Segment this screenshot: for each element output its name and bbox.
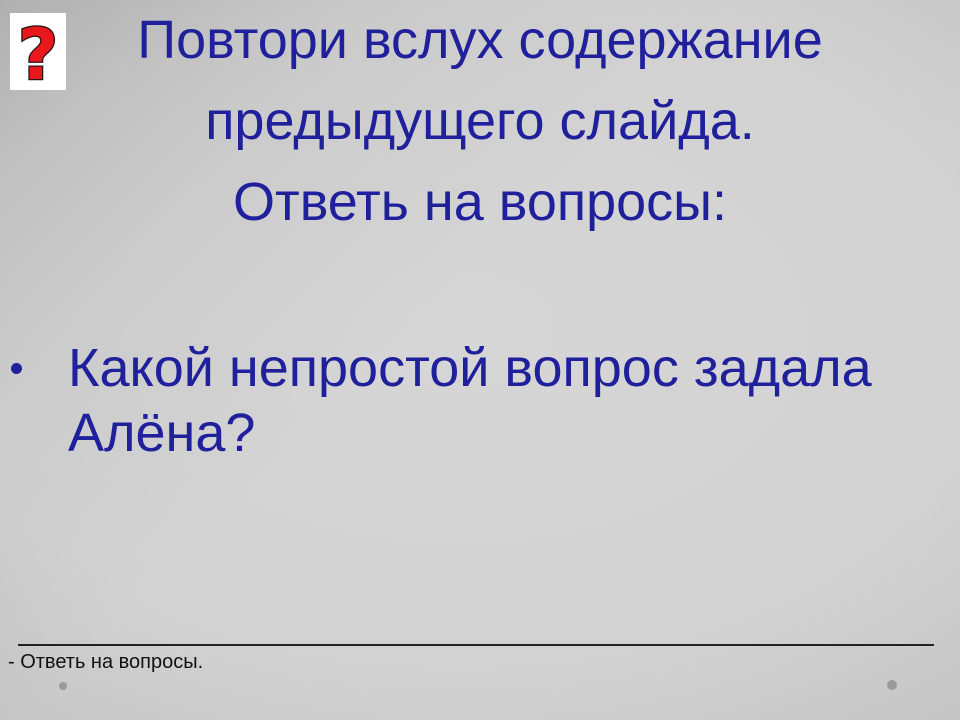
bullet-item (8, 336, 920, 466)
footer-divider (18, 644, 934, 646)
slide-title (0, 0, 960, 243)
title-line-3: Ответь на вопросы: (232, 172, 727, 232)
bullet-icon (11, 363, 22, 374)
question-mark-glyph: ? (17, 14, 59, 90)
title-line-1: Повтори вслух содержание (137, 10, 823, 70)
footer-dot-right (887, 680, 897, 690)
bullet-text: Какой непростой вопрос задала Алёна? (68, 338, 872, 463)
title-line-2: предыдущего слайда. (205, 91, 755, 151)
footer-dot-left (59, 682, 67, 690)
footer-note: - Ответь на вопросы. (8, 651, 204, 673)
